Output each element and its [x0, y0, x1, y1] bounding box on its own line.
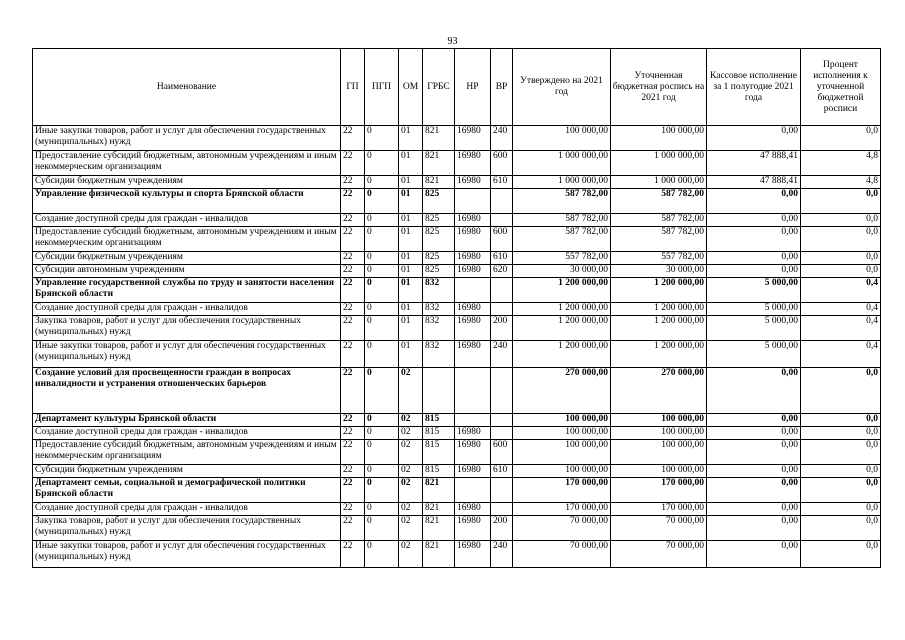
cell-gp: 22: [341, 440, 365, 465]
cell-gp: 22: [341, 176, 365, 189]
cell-vr: 240: [491, 541, 513, 568]
cell-cash: 0,00: [707, 427, 801, 440]
cell-refined: 1 200 000,00: [611, 316, 707, 341]
cell-name: Субсидии автономным учреждениям: [33, 265, 341, 278]
cell-approved: 587 782,00: [513, 227, 611, 252]
cell-refined: 270 000,00: [611, 368, 707, 414]
header-om: ОМ: [399, 49, 423, 126]
cell-gp: 22: [341, 316, 365, 341]
cell-om: 01: [399, 214, 423, 227]
cell-grbs: 832: [423, 341, 455, 368]
cell-cash: 0,00: [707, 126, 801, 151]
cell-refined: 70 000,00: [611, 541, 707, 568]
cell-cash: 0,00: [707, 227, 801, 252]
cell-vr: [491, 414, 513, 427]
cell-grbs: 821: [423, 541, 455, 568]
cell-name: Предоставление субсидий бюджетным, автономным учреждениям и иным некоммерческим организациям: [33, 440, 341, 465]
cell-refined: 100 000,00: [611, 465, 707, 478]
cell-approved: 1 200 000,00: [513, 316, 611, 341]
cell-vr: [491, 427, 513, 440]
cell-grbs: 815: [423, 440, 455, 465]
cell-om: 01: [399, 151, 423, 176]
cell-name: Создание доступной среды для граждан - инвалидов: [33, 427, 341, 440]
cell-om: 02: [399, 414, 423, 427]
cell-percent: 4,8: [801, 176, 881, 189]
header-cash: Кассовое исполнение за 1 полугодие 2021 года: [707, 49, 801, 126]
header-gp: ГП: [341, 49, 365, 126]
cell-cash: 5 000,00: [707, 303, 801, 316]
header-name: Наименование: [33, 49, 341, 126]
cell-np: 16980: [455, 341, 491, 368]
cell-gp: 22: [341, 278, 365, 303]
cell-name: Управление физической культуры и спорта Брянской области: [33, 189, 341, 214]
cell-percent: 0,4: [801, 341, 881, 368]
cell-gp: 22: [341, 252, 365, 265]
cell-np: 16980: [455, 151, 491, 176]
cell-refined: 1 000 000,00: [611, 176, 707, 189]
cell-gp: 22: [341, 151, 365, 176]
table-row: [33, 316, 881, 341]
cell-refined: 100 000,00: [611, 427, 707, 440]
table-row: [33, 278, 881, 303]
cell-np: [455, 189, 491, 214]
cell-gp: 22: [341, 541, 365, 568]
cell-ppgp: 0: [365, 227, 399, 252]
table-row: [33, 176, 881, 189]
cell-name: Создание условий для просвещенности граждан в вопросах инвалидности и устранения отношенческих барьеров: [33, 368, 341, 414]
cell-om: 01: [399, 176, 423, 189]
cell-vr: 200: [491, 516, 513, 541]
cell-grbs: 832: [423, 316, 455, 341]
cell-np: [455, 278, 491, 303]
cell-vr: 240: [491, 126, 513, 151]
cell-cash: 0,00: [707, 541, 801, 568]
cell-approved: 70 000,00: [513, 516, 611, 541]
cell-grbs: 815: [423, 427, 455, 440]
cell-percent: 0,0: [801, 478, 881, 503]
header-refined: Уточненная бюджетная роспись на 2021 год: [611, 49, 707, 126]
cell-percent: 0,0: [801, 541, 881, 568]
header-percent: Процент исполнения к уточненной бюджетной росписи: [801, 49, 881, 126]
cell-om: 01: [399, 265, 423, 278]
cell-percent: 0,0: [801, 214, 881, 227]
cell-np: 16980: [455, 227, 491, 252]
cell-vr: [491, 368, 513, 414]
cell-grbs: 815: [423, 465, 455, 478]
cell-name: Субсидии бюджетным учреждениям: [33, 176, 341, 189]
cell-ppgp: 0: [365, 316, 399, 341]
header-vr: ВР: [491, 49, 513, 126]
cell-ppgp: 0: [365, 151, 399, 176]
cell-approved: 1 200 000,00: [513, 341, 611, 368]
cell-ppgp: 0: [365, 465, 399, 478]
cell-grbs: 832: [423, 303, 455, 316]
cell-om: 01: [399, 316, 423, 341]
cell-refined: 100 000,00: [611, 440, 707, 465]
cell-refined: 557 782,00: [611, 252, 707, 265]
cell-vr: 610: [491, 176, 513, 189]
cell-percent: 0,0: [801, 427, 881, 440]
cell-approved: 270 000,00: [513, 368, 611, 414]
cell-ppgp: 0: [365, 478, 399, 503]
cell-cash: 5 000,00: [707, 278, 801, 303]
cell-refined: 587 782,00: [611, 214, 707, 227]
table-row: [33, 368, 881, 414]
cell-cash: 0,00: [707, 503, 801, 516]
cell-approved: 70 000,00: [513, 541, 611, 568]
cell-approved: 1 000 000,00: [513, 176, 611, 189]
cell-ppgp: 0: [365, 503, 399, 516]
cell-refined: 170 000,00: [611, 503, 707, 516]
cell-gp: 22: [341, 368, 365, 414]
table-row: [33, 516, 881, 541]
cell-np: [455, 368, 491, 414]
cell-name: Иные закупки товаров, работ и услуг для обеспечения государственных (муниципальных) нужд: [33, 341, 341, 368]
cell-cash: 0,00: [707, 214, 801, 227]
cell-om: 01: [399, 227, 423, 252]
cell-om: 02: [399, 478, 423, 503]
cell-np: 16980: [455, 427, 491, 440]
cell-approved: 1 000 000,00: [513, 151, 611, 176]
cell-np: 16980: [455, 265, 491, 278]
table-row: [33, 427, 881, 440]
cell-grbs: 821: [423, 176, 455, 189]
cell-om: 01: [399, 189, 423, 214]
cell-approved: 170 000,00: [513, 503, 611, 516]
cell-np: 16980: [455, 440, 491, 465]
cell-ppgp: 0: [365, 368, 399, 414]
cell-cash: 0,00: [707, 440, 801, 465]
cell-name: Создание доступной среды для граждан - инвалидов: [33, 303, 341, 316]
cell-percent: 0,4: [801, 303, 881, 316]
cell-name: Закупка товаров, работ и услуг для обеспечения государственных (муниципальных) нужд: [33, 516, 341, 541]
cell-np: 16980: [455, 316, 491, 341]
cell-vr: [491, 478, 513, 503]
cell-vr: [491, 303, 513, 316]
cell-vr: [491, 278, 513, 303]
cell-approved: 30 000,00: [513, 265, 611, 278]
cell-percent: 0,0: [801, 227, 881, 252]
table-row: [33, 414, 881, 427]
page-number: 93: [447, 36, 458, 47]
cell-percent: 0,4: [801, 316, 881, 341]
cell-approved: 587 782,00: [513, 189, 611, 214]
cell-percent: 0,0: [801, 252, 881, 265]
cell-refined: 1 000 000,00: [611, 151, 707, 176]
table-row: [33, 440, 881, 465]
cell-gp: 22: [341, 414, 365, 427]
cell-ppgp: 0: [365, 265, 399, 278]
cell-cash: 0,00: [707, 189, 801, 214]
cell-cash: 0,00: [707, 465, 801, 478]
cell-grbs: 821: [423, 126, 455, 151]
cell-percent: 0,0: [801, 503, 881, 516]
table-header-row: [33, 49, 881, 126]
cell-name: Иные закупки товаров, работ и услуг для обеспечения государственных (муниципальных) нужд: [33, 541, 341, 568]
cell-grbs: [423, 368, 455, 414]
cell-np: [455, 478, 491, 503]
cell-grbs: 825: [423, 214, 455, 227]
cell-vr: 610: [491, 252, 513, 265]
cell-refined: 1 200 000,00: [611, 303, 707, 316]
cell-vr: 610: [491, 465, 513, 478]
cell-percent: 0,0: [801, 465, 881, 478]
cell-percent: 0,0: [801, 368, 881, 414]
cell-cash: 5 000,00: [707, 316, 801, 341]
cell-refined: 70 000,00: [611, 516, 707, 541]
cell-ppgp: 0: [365, 516, 399, 541]
cell-refined: 1 200 000,00: [611, 341, 707, 368]
cell-percent: 0,0: [801, 189, 881, 214]
header-ppgp: ПГП: [365, 49, 399, 126]
cell-gp: 22: [341, 189, 365, 214]
cell-np: 16980: [455, 303, 491, 316]
cell-refined: 30 000,00: [611, 265, 707, 278]
cell-om: 02: [399, 427, 423, 440]
cell-ppgp: 0: [365, 214, 399, 227]
cell-cash: 0,00: [707, 368, 801, 414]
header-grbs: ГРБС: [423, 49, 455, 126]
cell-name: Иные закупки товаров, работ и услуг для обеспечения государственных (муниципальных) нужд: [33, 126, 341, 151]
cell-name: Субсидии бюджетным учреждениям: [33, 465, 341, 478]
cell-om: 02: [399, 465, 423, 478]
table-row: [33, 341, 881, 368]
cell-vr: 600: [491, 440, 513, 465]
table-row: [33, 478, 881, 503]
cell-name: Департамент культуры Брянской области: [33, 414, 341, 427]
cell-gp: 22: [341, 214, 365, 227]
cell-cash: 0,00: [707, 265, 801, 278]
cell-percent: 0,4: [801, 278, 881, 303]
table-row: [33, 252, 881, 265]
cell-gp: 22: [341, 503, 365, 516]
table-row: [33, 151, 881, 176]
cell-np: 16980: [455, 503, 491, 516]
cell-gp: 22: [341, 303, 365, 316]
cell-np: [455, 414, 491, 427]
table-row: [33, 503, 881, 516]
cell-approved: 1 200 000,00: [513, 303, 611, 316]
cell-vr: [491, 214, 513, 227]
cell-np: 16980: [455, 465, 491, 478]
cell-gp: 22: [341, 227, 365, 252]
cell-ppgp: 0: [365, 414, 399, 427]
cell-np: 16980: [455, 252, 491, 265]
cell-name: Создание доступной среды для граждан - инвалидов: [33, 214, 341, 227]
cell-approved: 170 000,00: [513, 478, 611, 503]
cell-ppgp: 0: [365, 440, 399, 465]
table-row: [33, 265, 881, 278]
cell-percent: 0,0: [801, 516, 881, 541]
budget-execution-table: [32, 48, 881, 568]
cell-refined: 100 000,00: [611, 414, 707, 427]
cell-approved: 1 200 000,00: [513, 278, 611, 303]
cell-om: 01: [399, 252, 423, 265]
cell-vr: 600: [491, 151, 513, 176]
cell-vr: 620: [491, 265, 513, 278]
cell-name: Управление государственной службы по труду и занятости населения Брянской области: [33, 278, 341, 303]
cell-gp: 22: [341, 341, 365, 368]
cell-percent: 0,0: [801, 126, 881, 151]
cell-vr: 200: [491, 316, 513, 341]
table-row: [33, 227, 881, 252]
cell-om: 01: [399, 126, 423, 151]
cell-refined: 170 000,00: [611, 478, 707, 503]
cell-grbs: 821: [423, 516, 455, 541]
cell-ppgp: 0: [365, 341, 399, 368]
cell-refined: 587 782,00: [611, 227, 707, 252]
cell-ppgp: 0: [365, 252, 399, 265]
cell-gp: 22: [341, 265, 365, 278]
header-approved: Утверждено на 2021 год: [513, 49, 611, 126]
cell-approved: 100 000,00: [513, 465, 611, 478]
cell-grbs: 821: [423, 151, 455, 176]
cell-gp: 22: [341, 427, 365, 440]
cell-grbs: 832: [423, 278, 455, 303]
table-row: [33, 126, 881, 151]
cell-approved: 557 782,00: [513, 252, 611, 265]
cell-ppgp: 0: [365, 189, 399, 214]
cell-ppgp: 0: [365, 278, 399, 303]
cell-cash: 0,00: [707, 516, 801, 541]
cell-approved: 100 000,00: [513, 414, 611, 427]
cell-gp: 22: [341, 478, 365, 503]
cell-cash: 0,00: [707, 414, 801, 427]
cell-approved: 100 000,00: [513, 440, 611, 465]
cell-refined: 1 200 000,00: [611, 278, 707, 303]
cell-cash: 47 888,41: [707, 151, 801, 176]
cell-grbs: 825: [423, 227, 455, 252]
table-row: [33, 303, 881, 316]
cell-cash: 5 000,00: [707, 341, 801, 368]
cell-vr: 600: [491, 227, 513, 252]
cell-om: 01: [399, 303, 423, 316]
table-row: [33, 465, 881, 478]
cell-percent: 0,0: [801, 440, 881, 465]
cell-ppgp: 0: [365, 126, 399, 151]
table-body: [33, 126, 881, 568]
cell-grbs: 815: [423, 414, 455, 427]
cell-ppgp: 0: [365, 541, 399, 568]
cell-vr: 240: [491, 341, 513, 368]
cell-ppgp: 0: [365, 176, 399, 189]
cell-approved: 100 000,00: [513, 126, 611, 151]
cell-refined: 100 000,00: [611, 126, 707, 151]
cell-gp: 22: [341, 465, 365, 478]
cell-cash: 0,00: [707, 478, 801, 503]
cell-gp: 22: [341, 516, 365, 541]
cell-om: 01: [399, 278, 423, 303]
cell-grbs: 821: [423, 478, 455, 503]
cell-vr: [491, 189, 513, 214]
cell-cash: 47 888,41: [707, 176, 801, 189]
cell-grbs: 821: [423, 503, 455, 516]
cell-name: Закупка товаров, работ и услуг для обеспечения государственных (муниципальных) нужд: [33, 316, 341, 341]
cell-np: 16980: [455, 126, 491, 151]
cell-ppgp: 0: [365, 303, 399, 316]
cell-name: Предоставление субсидий бюджетным, автономным учреждениям и иным некоммерческим организациям: [33, 151, 341, 176]
cell-np: 16980: [455, 516, 491, 541]
cell-om: 02: [399, 440, 423, 465]
cell-percent: 0,0: [801, 414, 881, 427]
table-row: [33, 214, 881, 227]
cell-om: 01: [399, 341, 423, 368]
cell-name: Предоставление субсидий бюджетным, автономным учреждениям и иным некоммерческим организациям: [33, 227, 341, 252]
cell-percent: 4,8: [801, 151, 881, 176]
cell-om: 02: [399, 541, 423, 568]
cell-grbs: 825: [423, 189, 455, 214]
header-np: НР: [455, 49, 491, 126]
cell-approved: 587 782,00: [513, 214, 611, 227]
cell-grbs: 825: [423, 252, 455, 265]
cell-om: 02: [399, 503, 423, 516]
cell-np: 16980: [455, 176, 491, 189]
cell-vr: [491, 503, 513, 516]
cell-name: Субсидии бюджетным учреждениям: [33, 252, 341, 265]
cell-grbs: 825: [423, 265, 455, 278]
cell-name: Создание доступной среды для граждан - инвалидов: [33, 503, 341, 516]
cell-om: 02: [399, 516, 423, 541]
cell-gp: 22: [341, 126, 365, 151]
cell-approved: 100 000,00: [513, 427, 611, 440]
table-row: [33, 189, 881, 214]
table-row: [33, 541, 881, 568]
cell-name: Департамент семьи, социальной и демографической политики Брянской области: [33, 478, 341, 503]
cell-cash: 0,00: [707, 252, 801, 265]
cell-refined: 587 782,00: [611, 189, 707, 214]
cell-np: 16980: [455, 541, 491, 568]
cell-np: 16980: [455, 214, 491, 227]
cell-percent: 0,0: [801, 265, 881, 278]
cell-ppgp: 0: [365, 427, 399, 440]
cell-om: 02: [399, 368, 423, 414]
